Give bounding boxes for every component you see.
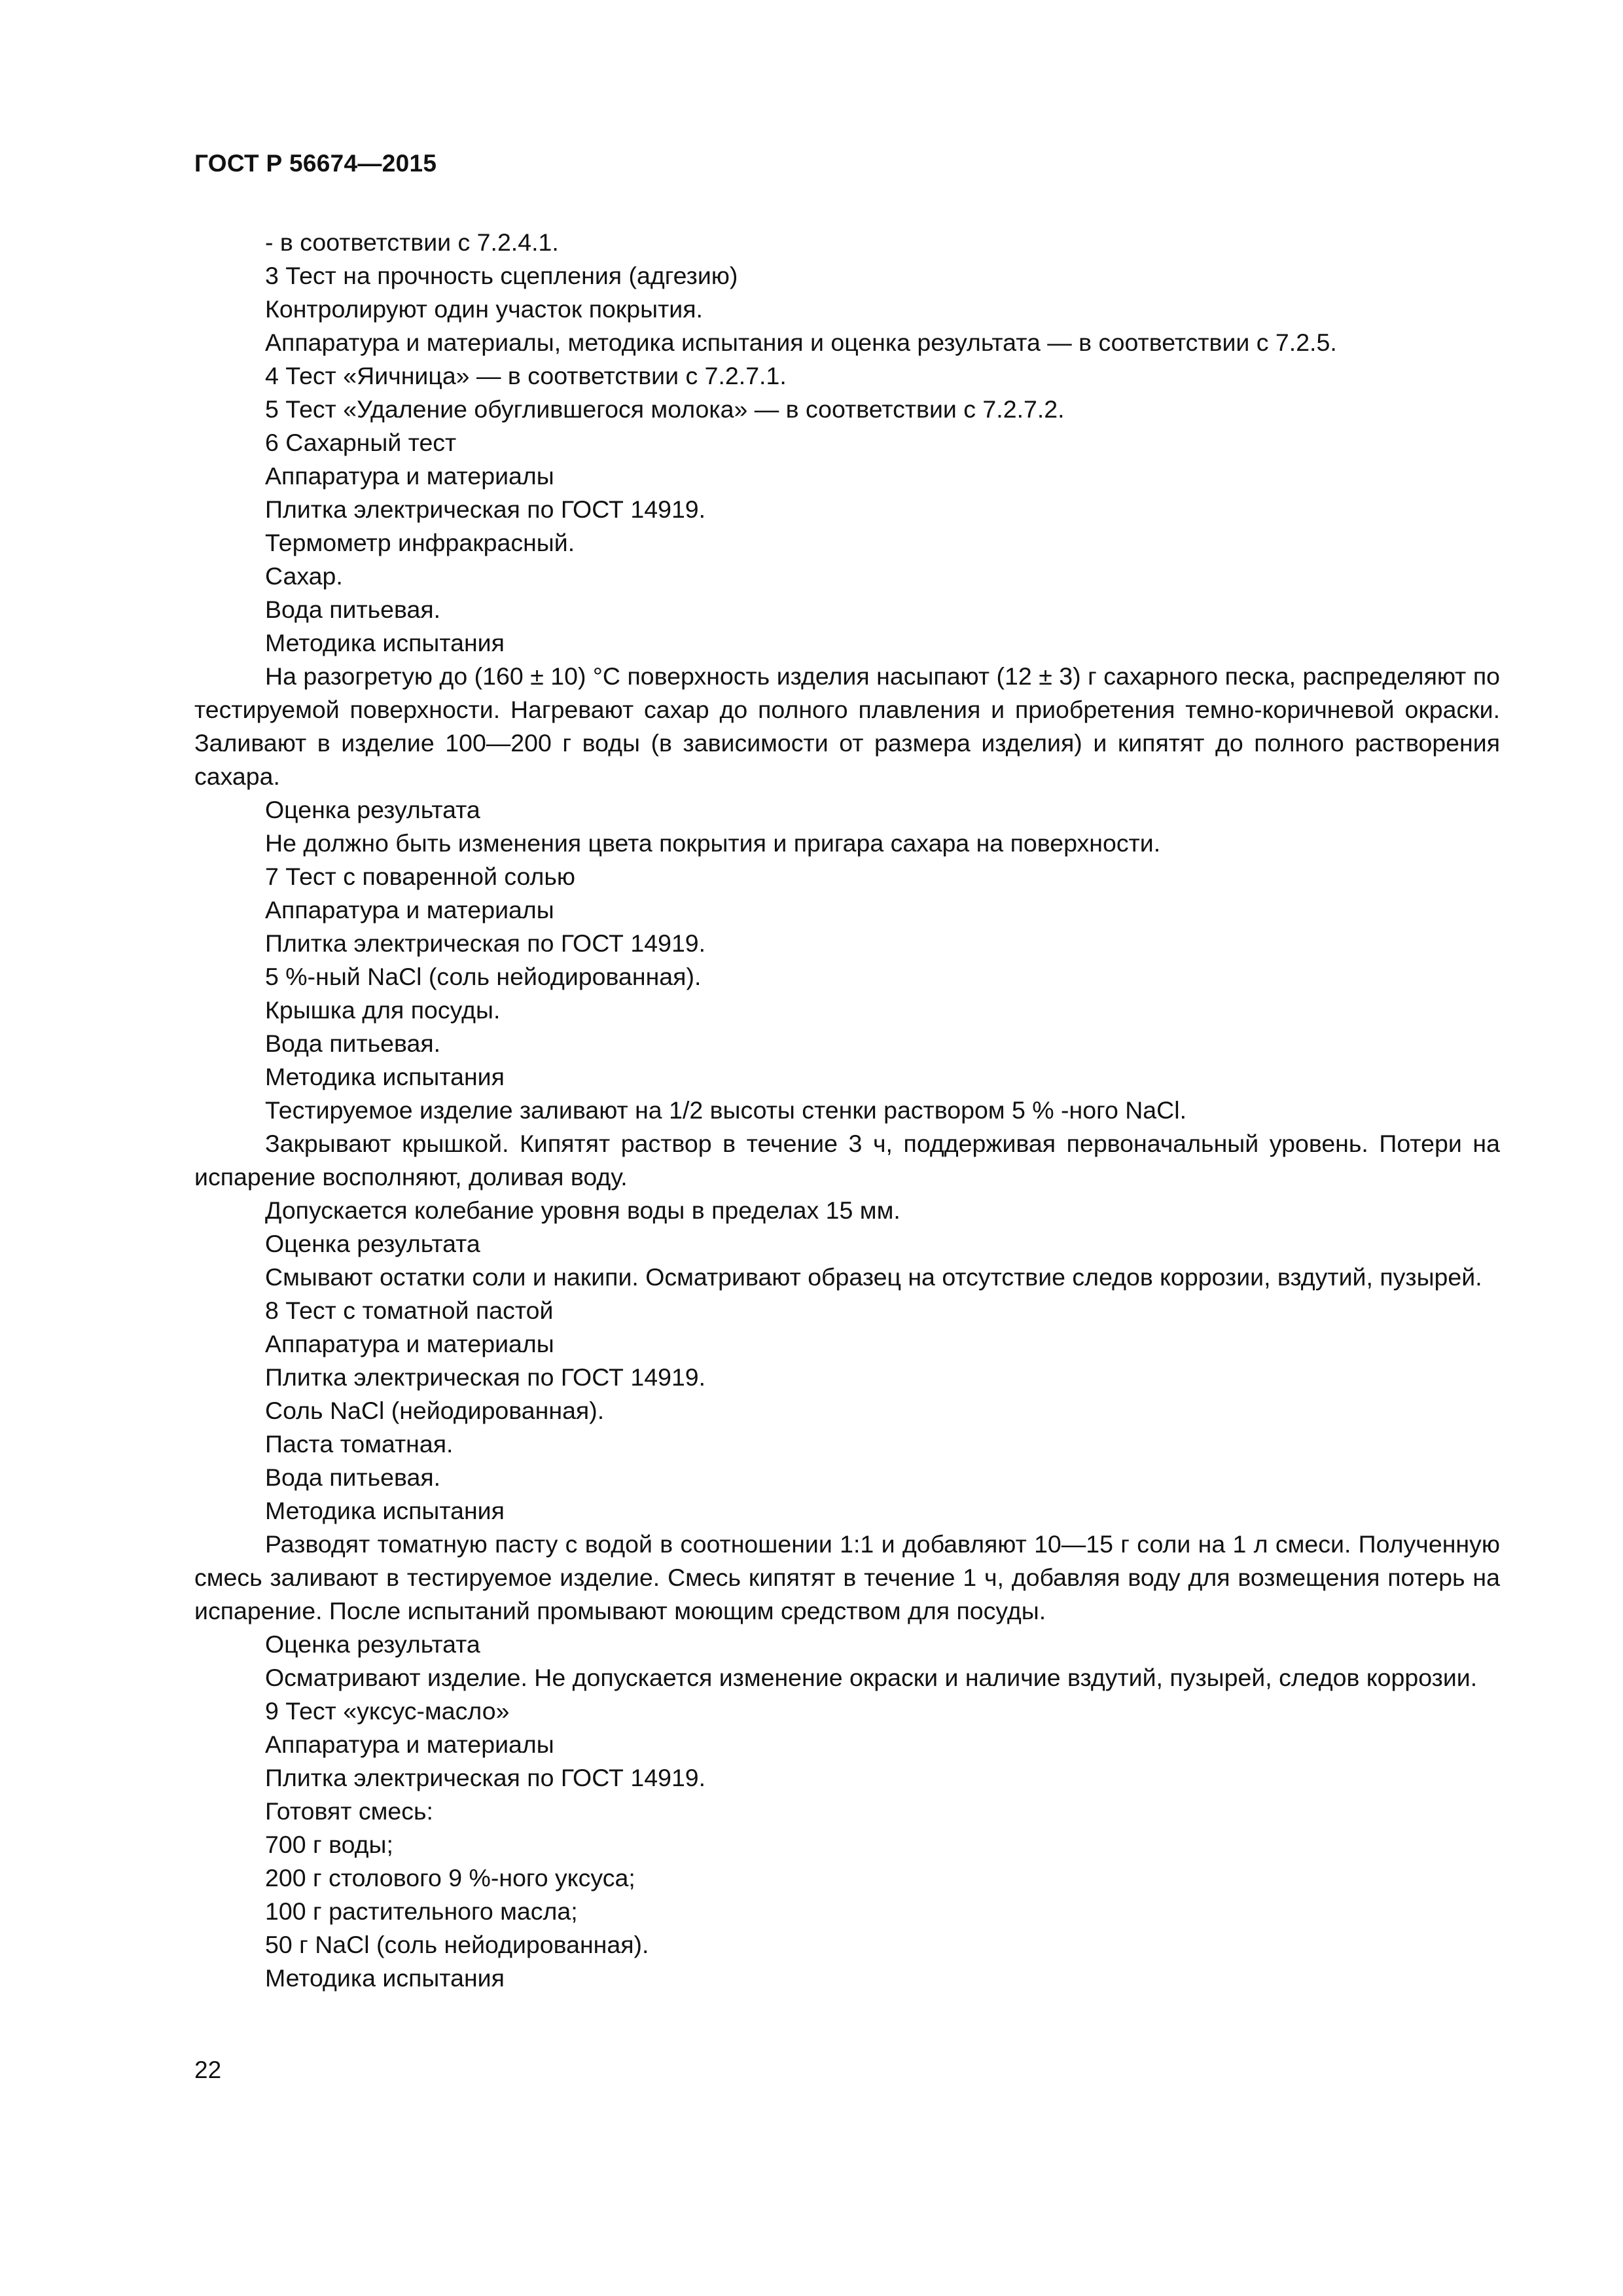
subheading: Методика испытания [265,1497,505,1524]
list-item: 50 г NaCl (соль нейодированная). [265,1931,649,1958]
subheading: Методика испытания [265,629,505,656]
list-item: Вода питьевая. [265,1030,441,1057]
paragraph: Закрывают крышкой. Кипятят раствор в течение 3 ч, поддерживая первоначальный уровень. Потери на испарение восполняют, доливая воду. [194,1130,1500,1191]
paragraph: На разогретую до (160 ± 10) °С поверхность изделия насыпают (12 ± 3) г сахарного песка, распределяют по тестируемой поверхности. Нагревают сахар до полного плавления и приобретения темно-коричневой окраски. Заливают в изделие 100—200 г воды (в зависимости от размера изделия) и кипятят до полного растворения сахара. [194,662,1500,790]
list-item: 700 г воды; [265,1831,393,1858]
paragraph: Смывают остатки соли и накипи. Осматривают образец на отсутствие следов коррозии, вздутий, пузырей. [265,1263,1482,1291]
list-item: 100 г растительного масла; [265,1897,578,1925]
list-item: Плитка электрическая по ГОСТ 14919. [265,1363,706,1391]
subheading: Оценка результата [265,796,480,823]
list-item: 5 %-ный NaCl (соль нейодированная). [265,963,702,990]
paragraph: - в соответствии с 7.2.4.1. [265,228,559,256]
document-body [194,226,1500,1995]
paragraph: Аппаратура и материалы, методика испытания и оценка результата — в соответствии с 7.2.5. [265,329,1337,356]
list-item: Плитка электрическая по ГОСТ 14919. [265,1764,706,1791]
list-item: Вода питьевая. [265,1463,441,1491]
section-heading: 6 Сахарный тест [265,429,457,456]
paragraph: Допускается колебание уровня воды в пределах 15 мм. [265,1196,901,1224]
subheading: Аппаратура и материалы [265,1731,554,1758]
paragraph: Разводят томатную пасту с водой в соотношении 1:1 и добавляют 10—15 г соли на 1 л смеси. Полученную смесь заливают в тестируемое изделие. Смесь кипятят в течение 1 ч, добавляя воду для возмещения потерь на испарение. После испытаний промывают моющим средством для посуды. [194,1530,1500,1624]
page-number: 22 [194,2056,222,2083]
paragraph: Не должно быть изменения цвета покрытия и пригара сахара на поверхности. [265,829,1161,857]
subheading: Аппаратура и материалы [265,462,554,490]
document-header: ГОСТ Р 56674—2015 [194,150,437,177]
paragraph: Осматривают изделие. Не допускается изменение окраски и наличие вздутий, пузырей, следов коррозии. [265,1664,1478,1691]
section-heading: 4 Тест «Яичница» — в соответствии с 7.2.7.1. [265,362,787,389]
subheading: Аппаратура и материалы [265,1330,554,1357]
list-item: Паста томатная. [265,1430,454,1458]
list-item: Готовят смесь: [265,1797,433,1825]
paragraph: Контролируют один участок покрытия. [265,295,703,323]
section-heading: 7 Тест с поваренной солью [265,863,576,890]
paragraph: Тестируемое изделие заливают на 1/2 высоты стенки раствором 5 % -ного NaCl. [265,1096,1186,1124]
subheading: Оценка результата [265,1630,480,1658]
list-item: Плитка электрическая по ГОСТ 14919. [265,495,706,523]
section-heading: 8 Тест с томатной пастой [265,1297,554,1324]
subheading: Оценка результата [265,1230,480,1257]
list-item: Соль NaCl (нейодированная). [265,1397,605,1424]
subheading: Аппаратура и материалы [265,896,554,924]
list-item: Вода питьевая. [265,596,441,623]
list-item: Плитка электрическая по ГОСТ 14919. [265,929,706,957]
subheading: Методика испытания [265,1964,505,1992]
subheading: Методика испытания [265,1063,505,1090]
list-item: Термометр инфракрасный. [265,529,575,556]
list-item: Сахар. [265,562,343,590]
list-item: 200 г столового 9 %-ного уксуса; [265,1864,635,1892]
section-heading: 9 Тест «уксус-масло» [265,1697,510,1725]
section-heading: 5 Тест «Удаление обуглившегося молока» — в соответствии с 7.2.7.2. [265,395,1065,423]
section-heading: 3 Тест на прочность сцепления (адгезию) [265,262,738,289]
list-item: Крышка для посуды. [265,996,501,1024]
